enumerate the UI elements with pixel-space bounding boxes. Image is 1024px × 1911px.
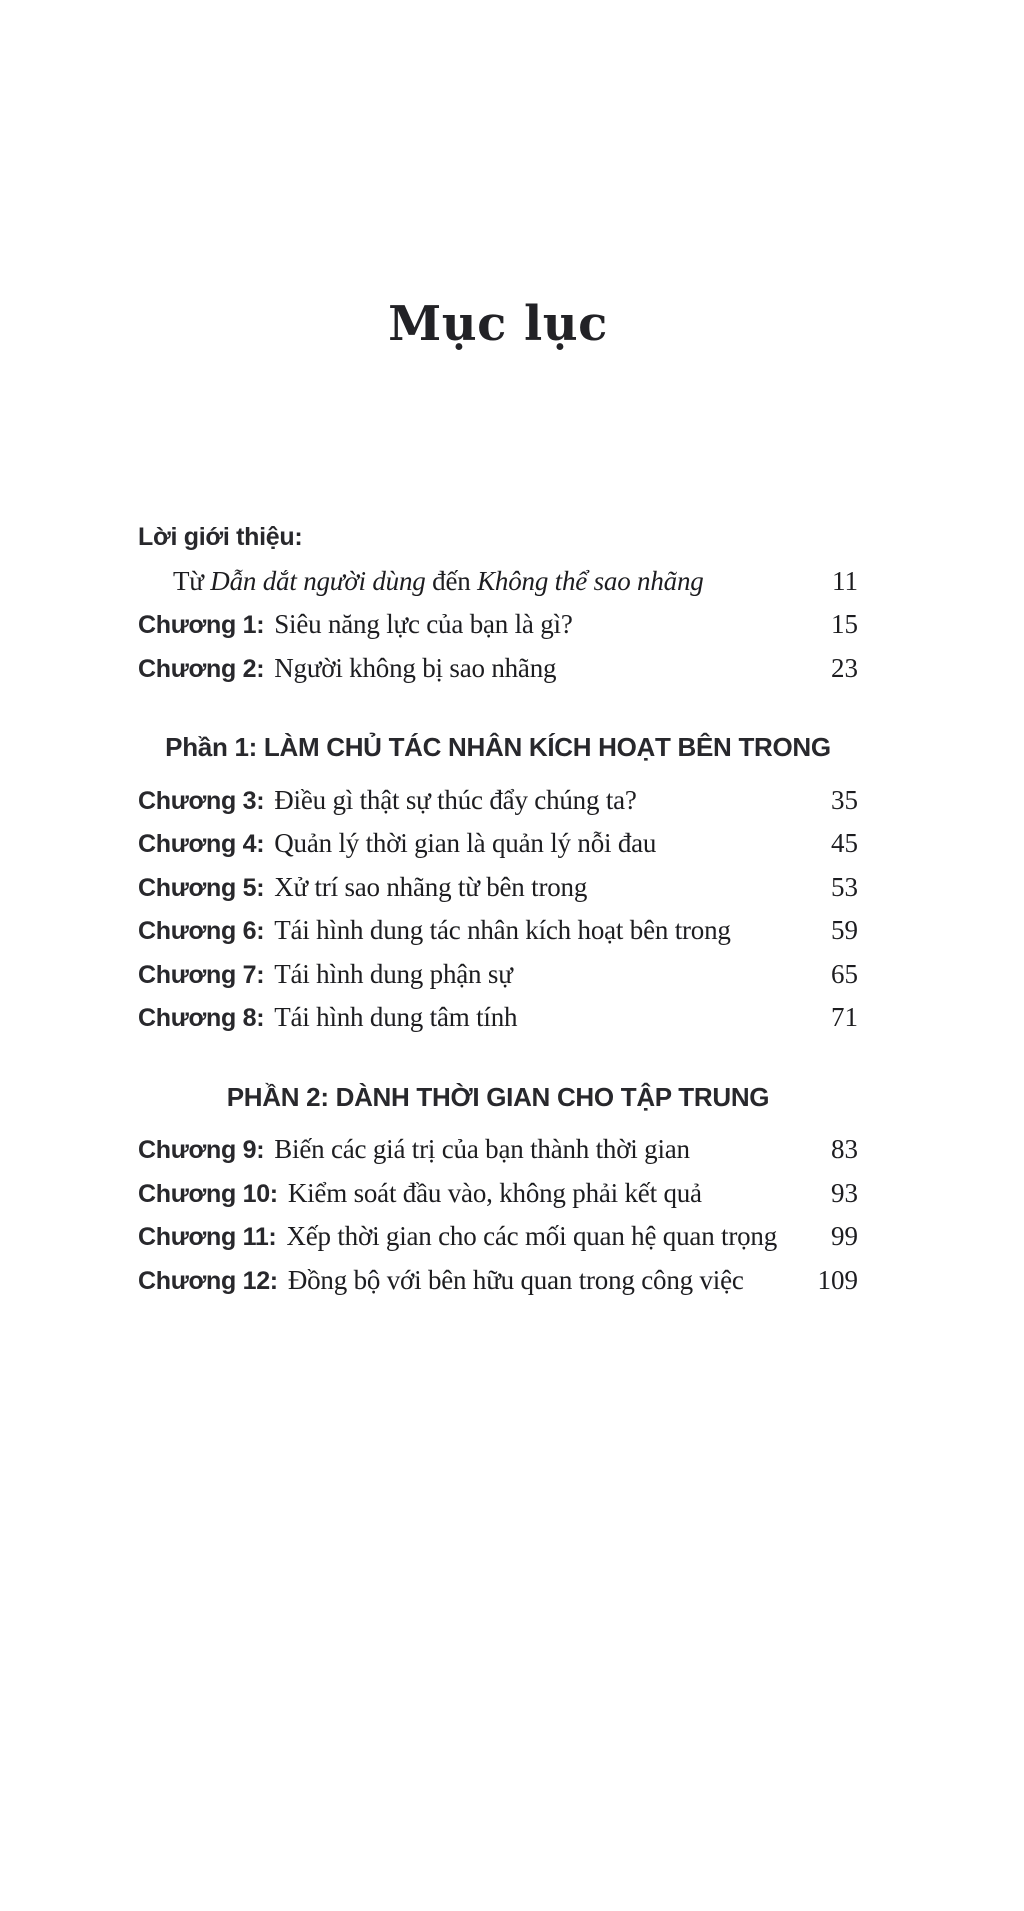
entry-label: Chương 3: [138,786,265,815]
entry-title: Tái hình dung tâm tính [274,1002,518,1032]
entry-title: Biến các giá trị của bạn thành thời gian [274,1134,690,1164]
entry-title: Tái hình dung tác nhân kích hoạt bên trong [274,915,731,945]
toc-entry [138,953,858,997]
entry-page-number: 53 [831,871,858,902]
entry-page-number: 99 [831,1221,858,1251]
entry-label: Chương 11: [138,1223,277,1251]
entry-title: Điều gì thật sự thúc đẩy chúng ta? [274,784,637,815]
page-title: Mục lục [388,296,608,352]
toc-entry [138,822,858,866]
book-title-hooked: Dẫn dắt người dùng [210,565,426,596]
entry-label: Chương 7: [138,960,265,989]
entry-title: Đồng bộ với bên hữu quan trong công việc [287,1264,744,1295]
entry-page-number: 109 [817,1264,858,1295]
toc-page [138,296,858,1302]
entry-label: Chương 6: [138,917,265,945]
entry-title: Tái hình dung phận sự [274,958,513,989]
toc-entry [138,647,858,691]
toc-intro-line [138,560,858,604]
entry-label: Chương 1: [138,611,265,639]
entry-title: Quản lý thời gian là quản lý nỗi đau [274,828,657,858]
toc-intro-label-row [138,516,858,560]
entry-label: Chương 5: [138,873,265,902]
toc-entry [138,866,858,910]
entry-title: Xử trí sao nhãng từ bên trong [274,871,588,902]
entry-page-number: 71 [831,1002,858,1032]
toc-entry [138,996,858,1040]
entry-title: Siêu năng lực của bạn là gì? [274,609,573,639]
section-heading-part-1: Phần 1: LÀM CHỦ TÁC NHÂN KÍCH HOẠT BÊN TRONG [165,732,831,762]
entry-page-number: 35 [831,784,858,815]
entry-label: Chương 2: [138,654,265,683]
entry-page-number: 59 [831,915,858,945]
toc-entry [138,1128,858,1172]
toc-entry [138,1215,858,1259]
intro-connector: đến [432,565,471,596]
toc-entry [138,779,858,823]
entry-label: Chương 9: [138,1136,265,1164]
entry-page-number: 93 [831,1177,858,1208]
entry-label: Chương 8: [138,1004,265,1032]
section-heading-part-2: PHẦN 2: DÀNH THỜI GIAN CHO TẬP TRUNG [226,1081,770,1112]
entry-page-number: 15 [831,609,858,639]
entry-page-number: 65 [831,958,858,989]
entry-title: Xếp thời gian cho các mối quan hệ quan trọng [286,1221,778,1251]
entry-label: Chương 10: [138,1179,278,1208]
toc-entry [138,603,858,647]
entry-title: Người không bị sao nhãng [274,652,557,683]
toc-entry [138,1172,858,1216]
entry-page-number: 23 [831,652,858,683]
book-title-indistractable: Không thể sao nhãng [477,565,704,596]
entry-title: Kiểm soát đầu vào, không phải kết quả [287,1177,702,1208]
intro-prefix: Từ [173,565,204,596]
entry-page-number: 83 [831,1134,858,1164]
entry-page-number: 11 [832,565,858,596]
intro-label: Lời giới thiệu: [138,523,303,551]
toc-entry [138,909,858,953]
entry-label: Chương 4: [138,830,265,858]
toc-list [138,516,858,1302]
toc-entry [138,1259,858,1303]
entry-label: Chương 12: [138,1266,278,1295]
entry-page-number: 45 [831,828,858,858]
